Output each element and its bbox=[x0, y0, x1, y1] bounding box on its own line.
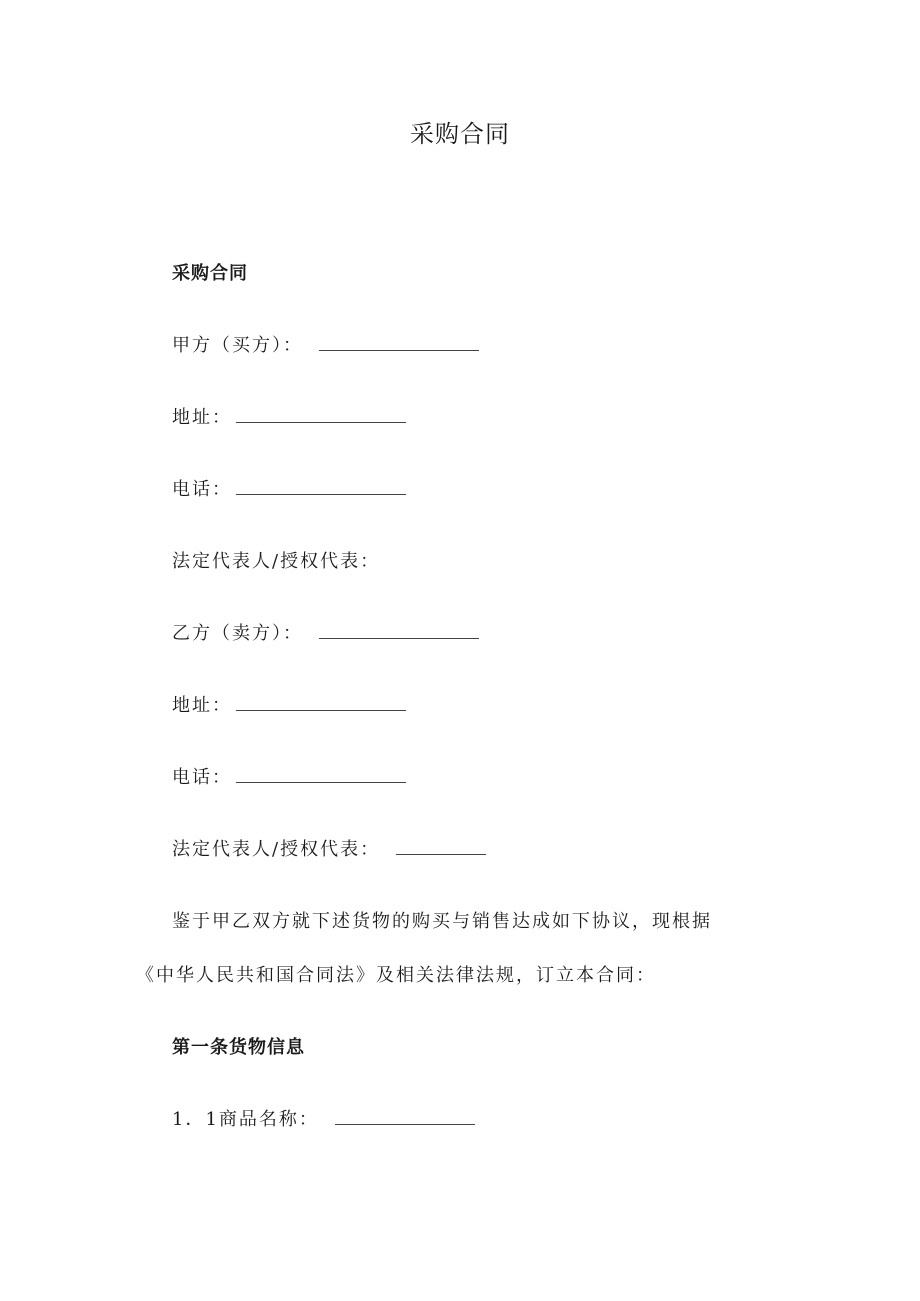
party-b-phone-label: 电话： bbox=[172, 767, 232, 788]
article-1-title: 第一条货物信息 bbox=[172, 1037, 305, 1058]
party-b-address-label: 地址： bbox=[172, 695, 232, 716]
party-b-rep-blank[interactable] bbox=[396, 840, 486, 855]
party-b-phone-blank[interactable] bbox=[236, 768, 406, 783]
party-b-phone-line bbox=[172, 766, 406, 790]
party-a-label: 甲方（买方）： bbox=[172, 335, 303, 356]
party-b-address-line bbox=[172, 694, 406, 718]
item-1-1-label: 1．1商品名称： bbox=[172, 1109, 319, 1130]
party-b-rep-label: 法定代表人/授权代表： bbox=[172, 839, 381, 860]
party-a-phone-blank[interactable] bbox=[236, 480, 406, 495]
party-a-line bbox=[172, 334, 479, 358]
preamble-line-1: 鉴于甲乙双方就下述货物的购买与销售达成如下协议，现根据 bbox=[172, 911, 712, 932]
item-1-1-line bbox=[172, 1108, 475, 1132]
preamble-line-2: 《中华人民共和国合同法》及相关法律法规，订立本合同： bbox=[136, 965, 656, 986]
document-title: 采购合同 bbox=[410, 120, 510, 148]
party-b-rep-line bbox=[172, 838, 486, 862]
contract-heading: 采购合同 bbox=[172, 263, 248, 284]
party-a-phone-line bbox=[172, 478, 406, 502]
party-a-address-label: 地址： bbox=[172, 407, 232, 428]
party-a-rep-label: 法定代表人/授权代表： bbox=[172, 551, 381, 572]
party-b-line bbox=[172, 622, 479, 646]
party-a-phone-label: 电话： bbox=[172, 479, 232, 500]
party-a-name-blank[interactable] bbox=[319, 336, 479, 351]
party-a-rep-line bbox=[172, 550, 380, 574]
party-b-name-blank[interactable] bbox=[319, 624, 479, 639]
party-b-address-blank[interactable] bbox=[236, 696, 406, 711]
item-1-1-blank[interactable] bbox=[335, 1110, 475, 1125]
party-b-label: 乙方（卖方）： bbox=[172, 623, 303, 644]
party-a-address-line bbox=[172, 406, 406, 430]
party-a-address-blank[interactable] bbox=[236, 408, 406, 423]
